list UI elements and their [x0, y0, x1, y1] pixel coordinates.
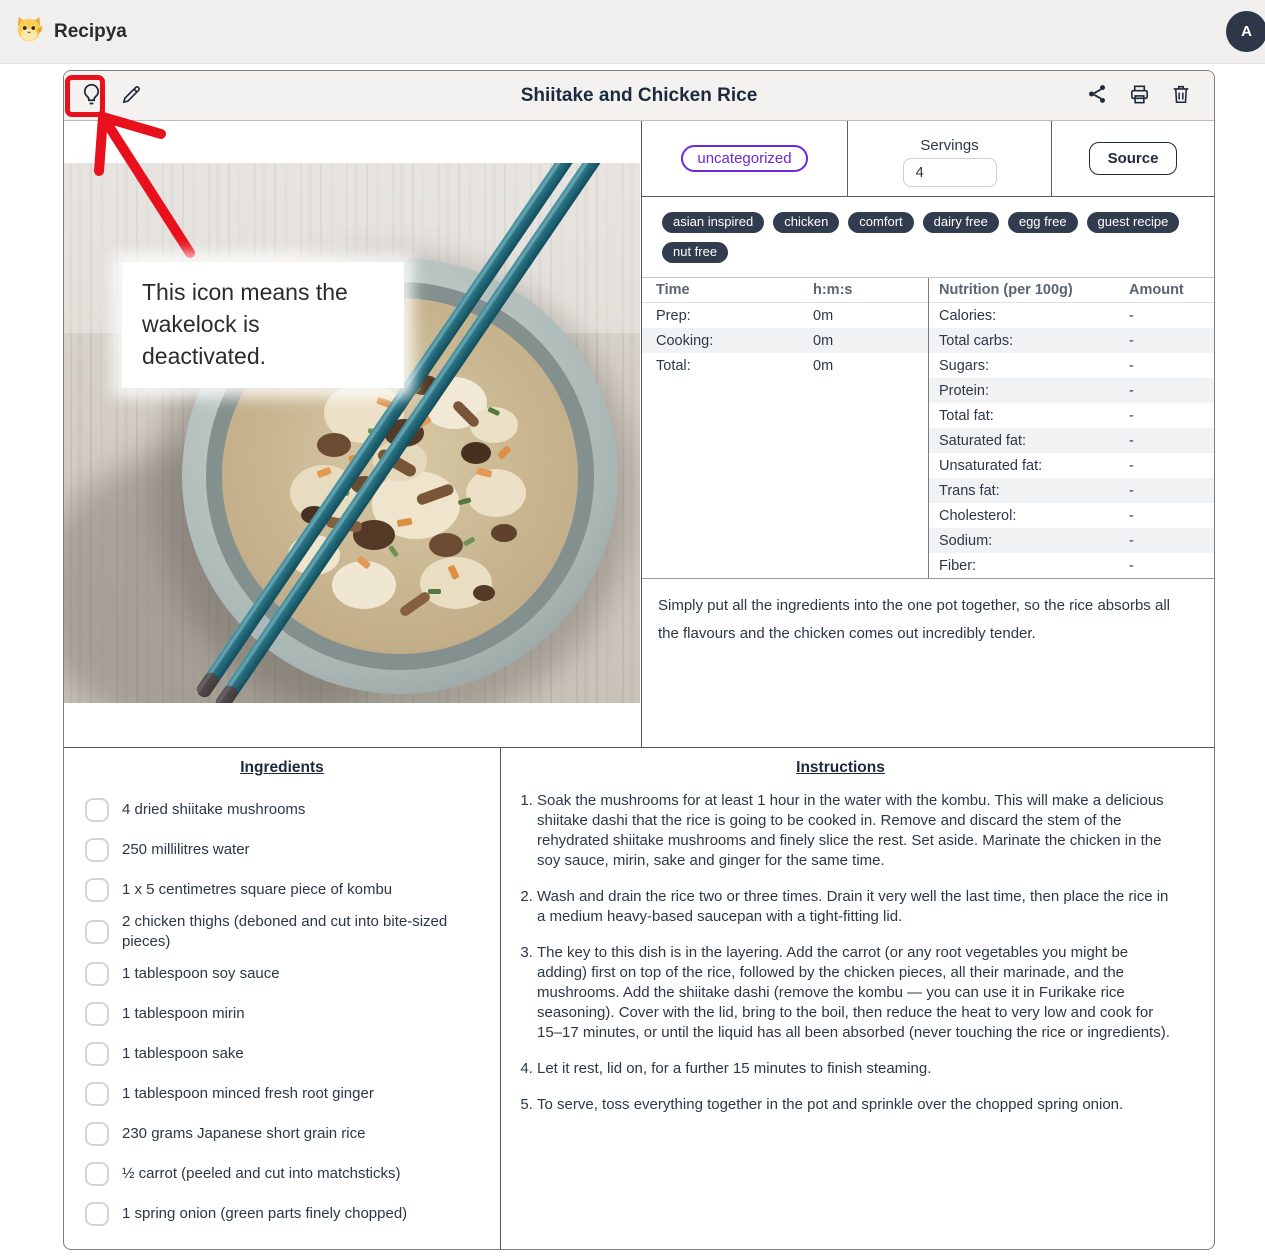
delete-recipe-button[interactable]: [1166, 81, 1196, 111]
source-cell: [1051, 121, 1214, 196]
nutrition-row-label: Trans fat:: [939, 482, 1000, 499]
time-table-rows: [642, 303, 928, 378]
nutrition-table-header: [929, 278, 1214, 303]
ingredients-list: [64, 790, 500, 1234]
edit-recipe-button[interactable]: [116, 81, 146, 111]
nutrition-table-row: [929, 453, 1214, 478]
ingredient-label: 2 chicken thighs (deboned and cut into bite-sized pieces): [122, 913, 448, 950]
ingredient-checkbox[interactable]: [85, 878, 109, 902]
lightbulb-icon: [79, 82, 104, 110]
nutrition-table: [928, 278, 1214, 578]
ingredient-checkbox[interactable]: [85, 838, 109, 862]
nutrition-row-label: Calories:: [939, 307, 997, 324]
nutrition-row-label: Saturated fat:: [939, 432, 1027, 449]
servings-input[interactable]: [903, 158, 997, 187]
nutrition-row-label: Unsaturated fat:: [939, 457, 1043, 474]
instructions-heading: Instructions: [796, 759, 885, 776]
ingredient-item: [64, 790, 500, 830]
nutrition-row-label: Sugars:: [939, 357, 989, 374]
category-cell: [642, 121, 847, 196]
time-row-value: 0m: [813, 307, 834, 324]
ingredient-checkbox[interactable]: [85, 1162, 109, 1186]
print-recipe-button[interactable]: [1124, 81, 1154, 111]
recipe-title: Shiitake and Chicken Rice: [520, 84, 758, 106]
share-recipe-button[interactable]: [1082, 81, 1112, 111]
time-table-header: [642, 278, 928, 303]
app-logo-link[interactable]: [14, 14, 127, 49]
ingredient-label: 1 tablespoon soy sauce: [122, 965, 280, 982]
instruction-step: 2. Wash and drain the rice two or three times. Drain it very well the last time, then place the rice in a medium heavy-based saucepan with a tight-fitting lid.: [537, 887, 1180, 927]
nutrition-table-row: [929, 503, 1214, 528]
app-name: Recipya: [54, 20, 127, 42]
ingredient-item: [64, 1154, 500, 1194]
nutrition-header-value: Amount: [1129, 282, 1184, 298]
instruction-step: 5. To serve, toss everything together in the pot and sprinkle over the chopped spring onion.: [537, 1095, 1180, 1115]
nutrition-table-rows: [929, 303, 1214, 578]
instruction-step: 3. The key to this dish is in the layering. Add the carrot (or any root vegetables you might be adding) first on top of the rice, followed by the chicken pieces, all their marinade, and the mushrooms. Add the shiitake dashi (remove the kombu — you can use it in Furikake rice seasoning). Cover with the lid, bring to the boil, then reduce the heat to very low and cook for 15–17 minutes, or until the liquid has all been absorbed (never touching the rice or ingredients).: [537, 943, 1180, 1043]
nutrition-row-label: Cholesterol:: [939, 507, 1017, 524]
time-table-row: [642, 328, 928, 353]
recipe-tag[interactable]: guest recipe: [1087, 212, 1180, 233]
user-avatar[interactable]: A: [1226, 11, 1265, 52]
nutrition-row-value: -: [1129, 457, 1134, 474]
recipe-overview-section: [64, 121, 1214, 748]
nutrition-row-value: -: [1129, 357, 1134, 374]
time-table-row: [642, 303, 928, 328]
time-table-row: [642, 353, 928, 378]
meta-column: [641, 121, 1214, 747]
time-header-label: Time: [656, 282, 690, 298]
tags-row: [642, 197, 1214, 278]
nutrition-table-row: [929, 528, 1214, 553]
servings-cell: [847, 121, 1051, 196]
recipe-photo: [64, 163, 640, 703]
recipe-tag[interactable]: chicken: [773, 212, 839, 233]
pencil-icon: [120, 83, 143, 109]
ingredient-label: 250 millilitres water: [122, 841, 250, 858]
nutrition-table-row: [929, 428, 1214, 453]
tables-row: [642, 278, 1214, 579]
annotation-callout: This icon means the wakelock is deactivated.: [122, 262, 404, 388]
ingredient-label: 1 tablespoon mirin: [122, 1005, 245, 1022]
ingredient-checkbox[interactable]: [85, 1082, 109, 1106]
nutrition-row-value: -: [1129, 532, 1134, 549]
share-nodes-icon: [1086, 83, 1108, 108]
ingredient-checkbox[interactable]: [85, 798, 109, 822]
photo-column: [64, 121, 641, 747]
nutrition-row-label: Sodium:: [939, 532, 993, 549]
nutrition-table-row: [929, 378, 1214, 403]
nutrition-row-label: Total fat:: [939, 407, 994, 424]
nutrition-row-value: -: [1129, 482, 1134, 499]
ingredient-item: [64, 994, 500, 1034]
ingredient-item: [64, 1194, 500, 1234]
ingredient-label: 4 dried shiitake mushrooms: [122, 801, 306, 818]
recipe-tag[interactable]: comfort: [848, 212, 913, 233]
nutrition-row-value: -: [1129, 382, 1134, 399]
servings-label: Servings: [920, 136, 979, 154]
ingredient-checkbox[interactable]: [85, 1002, 109, 1026]
nutrition-table-row: [929, 303, 1214, 328]
app-logo-cat-icon: [14, 14, 44, 49]
ingredient-label: 230 grams Japanese short grain rice: [122, 1125, 366, 1142]
time-row-value: 0m: [813, 357, 834, 374]
nutrition-row-value: -: [1129, 507, 1134, 524]
ingredients-heading: Ingredients: [240, 759, 324, 776]
recipe-tag[interactable]: nut free: [662, 242, 728, 263]
ingredient-label: 1 x 5 centimetres square piece of kombu: [122, 881, 393, 898]
nutrition-row-value: -: [1129, 557, 1134, 574]
nutrition-header-label: Nutrition (per 100g): [939, 282, 1073, 298]
source-button[interactable]: Source: [1089, 142, 1178, 175]
ingredient-label: 1 tablespoon minced fresh root ginger: [122, 1085, 374, 1102]
recipe-tag[interactable]: asian inspired: [662, 212, 764, 233]
nutrition-row-value: -: [1129, 332, 1134, 349]
nutrition-table-row: [929, 553, 1214, 578]
nutrition-row-value: -: [1129, 407, 1134, 424]
meta-row: [642, 121, 1214, 197]
ingredient-item: [64, 1034, 500, 1074]
ingredient-item: [64, 910, 500, 954]
recipe-card-header: [64, 71, 1214, 121]
ingredient-item: [64, 954, 500, 994]
category-pill[interactable]: uncategorized: [681, 145, 807, 172]
printer-icon: [1128, 83, 1151, 109]
recipe-detail-section: [64, 748, 1214, 1250]
instruction-step: 1. Soak the mushrooms for at least 1 hour in the water with the kombu. This will make a delicious shiitake dashi that the rice is going to be cooked in. Remove and discard the stem of the rehydrated shiitake mushrooms and finely slice the rest. Set aside. Marinate the chicken in the soy sauce, mirin, sake and ginger for the same time.: [537, 791, 1180, 871]
ingredient-label: 1 spring onion (green parts finely chopped): [122, 1205, 408, 1222]
nutrition-row-value: -: [1129, 307, 1134, 324]
ingredient-item: [64, 830, 500, 870]
instruction-step: 4. Let it rest, lid on, for a further 15 minutes to finish steaming.: [537, 1059, 1180, 1079]
nutrition-table-row: [929, 353, 1214, 378]
ingredient-item: [64, 1114, 500, 1154]
nutrition-table-row: [929, 403, 1214, 428]
topbar: [0, 0, 1265, 64]
ingredients-column: [64, 748, 501, 1250]
ingredient-checkbox[interactable]: [85, 1122, 109, 1146]
nutrition-table-row: [929, 328, 1214, 353]
ingredient-item: [64, 1074, 500, 1114]
time-row-label: Prep:: [656, 307, 691, 324]
nutrition-row-value: -: [1129, 432, 1134, 449]
instructions-list: [501, 791, 1180, 1115]
ingredient-checkbox[interactable]: [85, 1202, 109, 1226]
time-row-label: Total:: [656, 357, 691, 374]
time-row-label: Cooking:: [656, 332, 714, 349]
ingredient-checkbox[interactable]: [85, 920, 109, 944]
time-row-value: 0m: [813, 332, 834, 349]
recipe-tag[interactable]: dairy free: [923, 212, 999, 233]
ingredient-checkbox[interactable]: [85, 1042, 109, 1066]
recipe-description: Simply put all the ingredients into the one pot together, so the rice absorbs all the flavours and the chicken comes out incredibly tender.: [658, 597, 1170, 642]
instructions-column: [501, 748, 1214, 1250]
nutrition-table-row: [929, 478, 1214, 503]
ingredient-label: 1 tablespoon sake: [122, 1045, 244, 1062]
nutrition-row-label: Total carbs:: [939, 332, 1014, 349]
nutrition-row-label: Protein:: [939, 382, 989, 399]
recipe-card: [63, 70, 1215, 1250]
time-table: [642, 278, 928, 578]
wakelock-button[interactable]: [76, 81, 106, 111]
nutrition-row-label: Fiber:: [939, 557, 977, 574]
time-header-value: h:m:s: [813, 282, 853, 298]
trash-icon: [1170, 83, 1192, 108]
ingredient-checkbox[interactable]: [85, 962, 109, 986]
ingredient-label: ½ carrot (peeled and cut into matchsticks): [122, 1165, 401, 1182]
recipe-tag[interactable]: egg free: [1008, 212, 1078, 233]
ingredient-item: [64, 870, 500, 910]
